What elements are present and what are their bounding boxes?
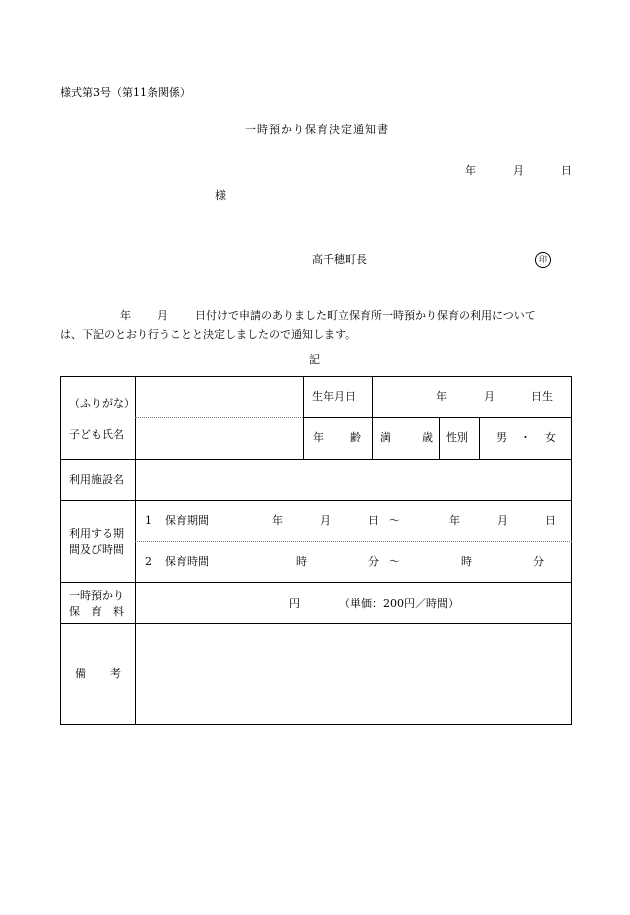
body-line1: 日付けで申請のありました町立保育所一時預かり保育の利用について: [195, 309, 536, 322]
addressee-suffix: 様: [215, 189, 226, 202]
row1-number: 1: [145, 514, 152, 527]
document-title: 一時預かり保育決定通知書: [245, 123, 389, 136]
furigana-label: （ふりがな）: [69, 397, 135, 410]
sai-label: 歳: [422, 431, 433, 444]
date-day: 日: [561, 164, 572, 177]
issuer: 高千穂町長: [312, 253, 367, 266]
birth-age-divider: [303, 417, 572, 418]
row2-hour-to: 時: [461, 555, 472, 568]
birth-year: 年: [436, 390, 447, 403]
row1-year-to: 年: [449, 514, 460, 527]
period-label-1: 利用する期: [69, 527, 124, 540]
age-label-1: 年: [313, 431, 324, 444]
ki-label: 記: [309, 353, 320, 366]
fee-unit-price: （単価：200円／時間）: [339, 597, 459, 610]
row2-minute-to: 分: [533, 555, 544, 568]
date-year: 年: [465, 164, 476, 177]
row1-label: 保育期間: [165, 514, 209, 527]
row1-month-from: 月: [320, 514, 331, 527]
birth-col-divider: [372, 376, 373, 459]
age-label-2: 齢: [350, 431, 361, 444]
remarks-label-1: 備: [75, 667, 86, 680]
sex-label: 性別: [446, 431, 468, 444]
row2-number: 2: [145, 555, 152, 568]
birth-month: 月: [484, 390, 495, 403]
facility-label: 利用施設名: [69, 473, 124, 486]
furigana-divider: [135, 417, 303, 418]
row-divider-2: [60, 500, 572, 501]
body-year: 年: [120, 309, 131, 322]
row1-day-to: 日: [545, 514, 556, 527]
birth-day: 日生: [531, 390, 553, 403]
row2-hour-from: 時: [296, 555, 307, 568]
remarks-label-2: 考: [110, 667, 121, 680]
period-label-2: 間及び時間: [69, 543, 124, 556]
row2-tilde: ～: [389, 555, 400, 568]
fee-label-2: 保 育 料: [69, 605, 124, 618]
sex-col-divider-2: [479, 417, 480, 459]
man-label: 満: [380, 431, 391, 444]
seal-icon: 印: [535, 252, 551, 268]
form-number: 様式第3号（第11条関係）: [60, 86, 191, 99]
row2-label: 保育時間: [165, 555, 209, 568]
female-option: 女: [545, 431, 556, 444]
birthdate-label: 生年月日: [312, 390, 356, 403]
date-month: 月: [513, 164, 524, 177]
row1-year-from: 年: [272, 514, 283, 527]
fee-yen: 円: [289, 597, 300, 610]
row1-tilde: ～: [389, 514, 400, 527]
row1-month-to: 月: [497, 514, 508, 527]
body-month: 月: [157, 309, 168, 322]
sex-col-divider-1: [439, 417, 440, 459]
fee-label-1: 一時預かり: [69, 589, 124, 602]
row-divider-3: [60, 582, 572, 583]
child-col-divider: [303, 376, 304, 459]
child-name-label: 子ども氏名: [69, 428, 124, 441]
row-divider-4: [60, 623, 572, 624]
details-table: [60, 376, 572, 725]
table-label-divider: [135, 376, 136, 725]
row1-day-from: 日: [368, 514, 379, 527]
option-separator: ・: [520, 431, 531, 444]
row-divider-1: [60, 459, 572, 460]
row2-minute-from: 分: [368, 555, 379, 568]
male-option: 男: [496, 431, 507, 444]
body-line2: は、下記のとおり行うことと決定しましたので通知します。: [60, 328, 357, 341]
period-divider: [135, 541, 572, 542]
